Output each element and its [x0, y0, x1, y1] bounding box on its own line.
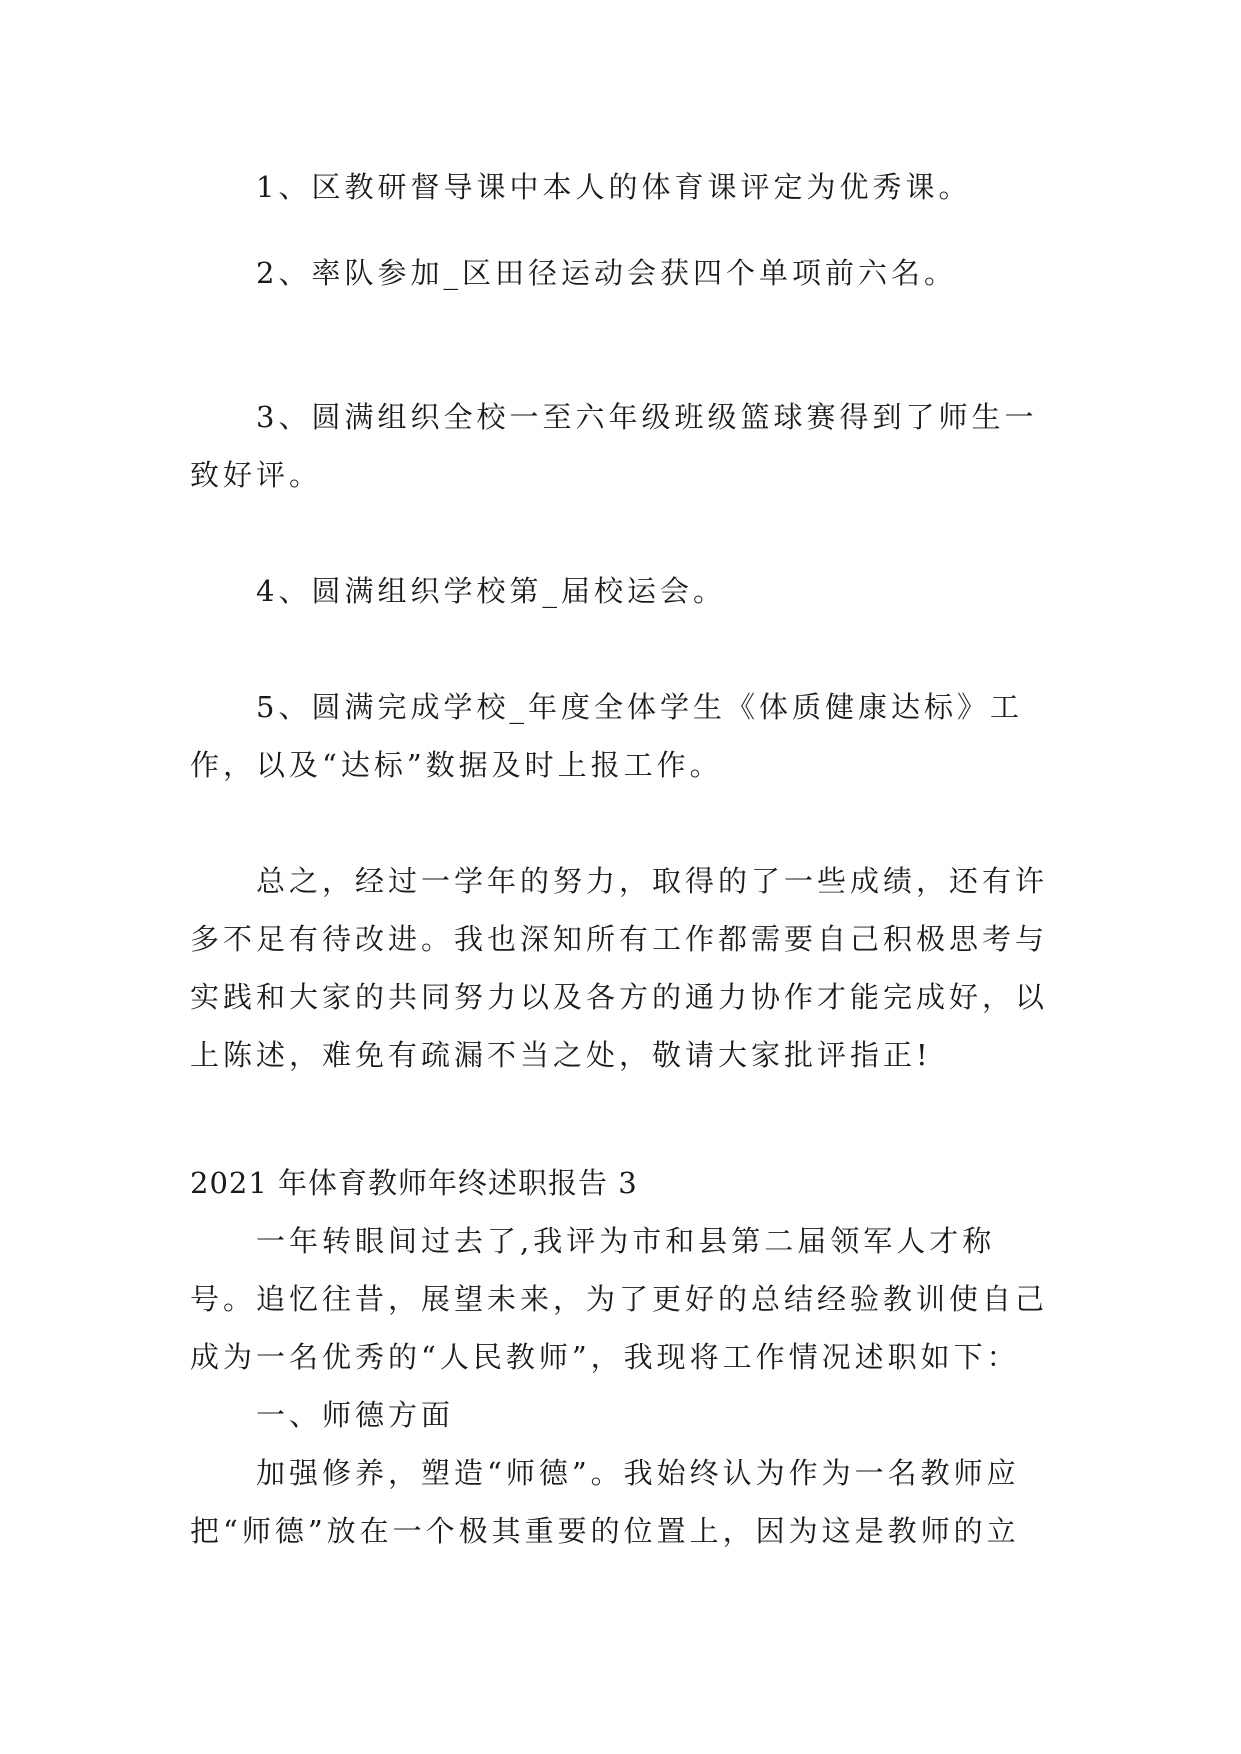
- paragraph-intro: 一年转眼间过去了,我评为市和县第二届领军人才称号。追忆往昔，展望未来，为了更好的总结经验教训使自己成为一名优秀的“人民教师”，我现将工作情况述职如下：: [190, 1224, 1049, 1374]
- paragraph-conclusion: 总之，经过一学年的努力，取得的了一些成绩，还有许多不足有待改进。我也深知所有工作都需要自己积极思考与实践和大家的共同努力以及各方的通力协作才能完成好，以上陈述，难免有疏漏不当之处，敬请大家批评指正!: [190, 864, 1049, 1072]
- paragraph-achievement-4: 4、圆满组织学校第_届校运会。: [256, 574, 726, 608]
- paragraph-achievement-2: 2、率队参加_区田径运动会获四个单项前六名。: [256, 256, 957, 290]
- paragraph-teacher-ethics: 加强修养，塑造“师德”。我始终认为作为一名教师应把“师德”放在一个极其重要的位置上，因为这是教师的立: [190, 1456, 1020, 1548]
- paragraph-achievement-5: 5、圆满完成学校_年度全体学生《体质健康达标》工作，以及“达标”数据及时上报工作。: [190, 690, 1023, 782]
- paragraph-achievement-3: 3、圆满组织全校一至六年级班级篮球赛得到了师生一致好评。: [190, 400, 1038, 492]
- subheading-teacher-ethics: 一、师德方面: [256, 1398, 455, 1432]
- section-title: 2021 年体育教师年终述职报告 3: [190, 1166, 638, 1200]
- paragraph-achievement-1: 1、区教研督导课中本人的体育课评定为优秀课。: [256, 170, 972, 204]
